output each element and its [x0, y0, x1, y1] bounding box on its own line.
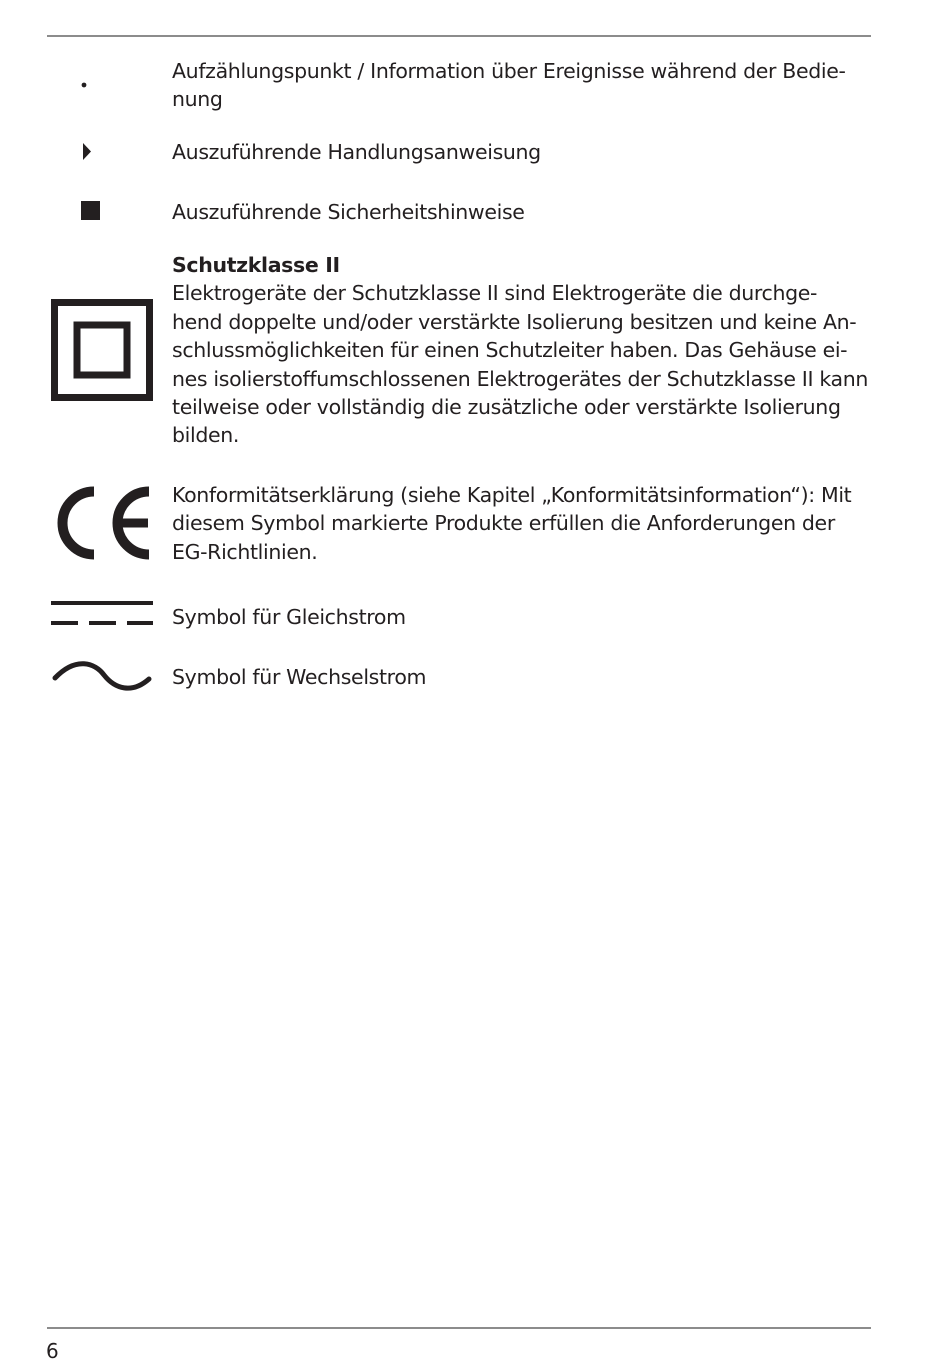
dc-entry-text	[172, 603, 862, 631]
instruction-entry-text	[172, 138, 862, 166]
text-line: hend doppelte und/oder verstärkte Isolierung besitzen und keine An-	[172, 309, 857, 334]
ce-mark-icon	[52, 485, 156, 561]
bullet-entry-text	[172, 57, 862, 114]
text-line: diesem Symbol markierte Produkte erfüllen die Anforderungen der	[172, 511, 835, 536]
text-line: Auszuführende Sicherheitshinweise	[172, 200, 525, 224]
bottom-rule	[47, 1327, 871, 1329]
bullet-point-icon	[78, 79, 90, 91]
entry-heading: Schutzklasse II	[172, 253, 340, 277]
text-line: Konformitätserklärung (siehe Kapitel „Konformitätsinformation“): Mit	[172, 483, 852, 507]
text-line: Aufzählungspunkt / Information über Ereignisse während der Bedie-	[172, 59, 846, 83]
text-line: Symbol für Gleichstrom	[172, 605, 406, 629]
ac-entry-text	[172, 663, 862, 691]
triangle-right-icon	[82, 142, 94, 162]
protection-class-entry-text	[172, 251, 869, 450]
safety-entry-text	[172, 198, 862, 226]
protection-class-ii-icon	[51, 299, 153, 401]
direct-current-icon	[51, 601, 154, 627]
text-line: teilweise oder vollständig die zusätzliche oder verstärkte Isolierung	[172, 395, 841, 420]
text-line: schlussmöglichkeiten für einen Schutzleiter haben. Das Gehäuse ei-	[172, 338, 848, 363]
top-rule	[47, 35, 871, 37]
ce-entry-text	[172, 481, 862, 566]
text-line: Elektrogeräte der Schutzklasse II sind Elektrogeräte die durchge-	[172, 281, 818, 306]
text-line: bilden.	[172, 423, 240, 448]
text-line: nes isolierstoffumschlossenen Elektrogerätes der Schutzklasse II kann	[172, 366, 869, 391]
text-line: EG-Richtlinien.	[172, 539, 318, 564]
text-line: Symbol für Wechselstrom	[172, 665, 427, 689]
alternating-current-icon	[52, 658, 152, 694]
text-line: Auszuführende Handlungsanweisung	[172, 140, 541, 164]
black-square-icon	[81, 201, 101, 221]
page-number: 6	[46, 1339, 59, 1363]
text-line: nung	[172, 87, 223, 112]
